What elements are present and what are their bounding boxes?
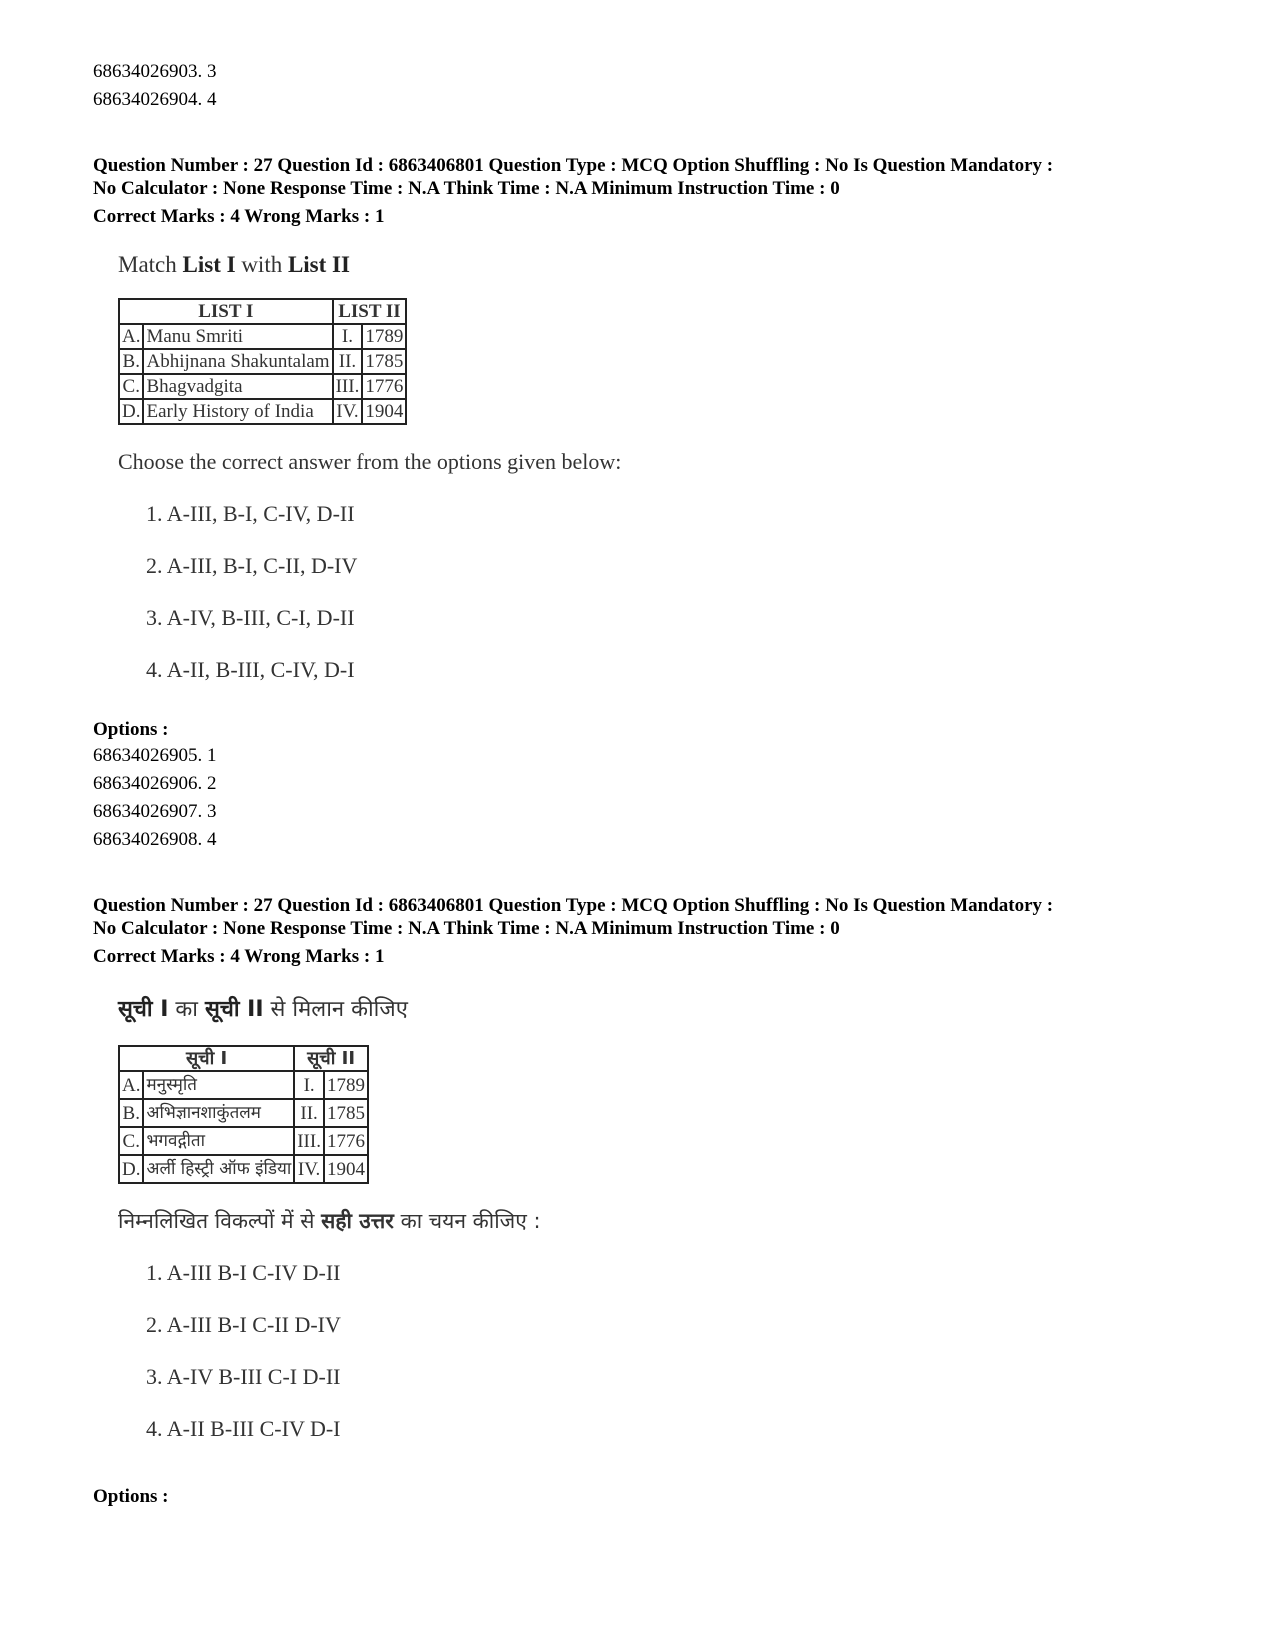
question-instruction: Choose the correct answer from the options given below: (118, 449, 622, 474)
question-marks: Correct Marks : 4 Wrong Marks : 1 (93, 206, 385, 227)
table-row: A. Manu Smriti I. 1789 (119, 324, 406, 349)
table-header: LIST I (119, 299, 333, 324)
question-meta-line: Question Number : 27 Question Id : 6863406801 Question Type : MCQ Option Shuffling : No Is Question Mandatory : (93, 895, 1054, 916)
option-line: 68634026905. 1 (93, 745, 217, 766)
question-title: सूची I का सूची II से मिलान कीजिए (118, 997, 408, 1022)
answer-choice: 1. A-III, B-I, C-IV, D-II (146, 501, 355, 526)
match-table (118, 298, 407, 425)
question-marks: Correct Marks : 4 Wrong Marks : 1 (93, 946, 385, 967)
option-line: 68634026906. 2 (93, 773, 217, 794)
answer-choice: 4. A-II B-III C-IV D-I (146, 1416, 341, 1441)
option-line: 68634026908. 4 (93, 829, 217, 850)
table-row: C. Bhagvadgita III. 1776 (119, 374, 406, 399)
option-line: 68634026904. 4 (93, 89, 217, 110)
answer-choice: 2. A-III B-I C-II D-IV (146, 1312, 341, 1337)
question-instruction: निम्नलिखित विकल्पों में से सही उत्तर का चयन कीजिए : (118, 1209, 541, 1233)
match-table (118, 1045, 369, 1184)
question-meta-line: Question Number : 27 Question Id : 6863406801 Question Type : MCQ Option Shuffling : No Is Question Mandatory : (93, 155, 1054, 176)
question-image-hindi (118, 995, 541, 1444)
table-row: C. भगवद्गीता III. 1776 (119, 1127, 368, 1155)
option-line: 68634026903. 3 (93, 61, 217, 82)
answer-choice: 3. A-IV, B-III, C-I, D-II (146, 605, 355, 630)
table-header: LIST II (333, 299, 407, 324)
table-row: B. अभिज्ञानशाकुंतलम II. 1785 (119, 1099, 368, 1127)
question-title: Match List I with List II (118, 252, 350, 277)
table-row: D. Early History of India IV. 1904 (119, 399, 406, 424)
answer-choice: 3. A-IV B-III C-I D-II (146, 1364, 341, 1389)
table-row: A. मनुस्मृति I. 1789 (119, 1071, 368, 1099)
options-label: Options : (93, 719, 169, 740)
table-header: सूची I (119, 1046, 294, 1071)
options-label: Options : (93, 1486, 169, 1507)
table-row: B. Abhijnana Shakuntalam II. 1785 (119, 349, 406, 374)
question-meta-line: No Calculator : None Response Time : N.A Think Time : N.A Minimum Instruction Time : 0 (93, 918, 840, 939)
question-image-english (118, 250, 621, 685)
table-row: D. अर्ली हिस्ट्री ऑफ इंडिया IV. 1904 (119, 1155, 368, 1183)
answer-choice: 4. A-II, B-III, C-IV, D-I (146, 657, 355, 682)
table-header: सूची II (294, 1046, 368, 1071)
question-meta-line: No Calculator : None Response Time : N.A Think Time : N.A Minimum Instruction Time : 0 (93, 178, 840, 199)
answer-choice: 2. A-III, B-I, C-II, D-IV (146, 553, 358, 578)
option-line: 68634026907. 3 (93, 801, 217, 822)
answer-choice: 1. A-III B-I C-IV D-II (146, 1260, 341, 1285)
